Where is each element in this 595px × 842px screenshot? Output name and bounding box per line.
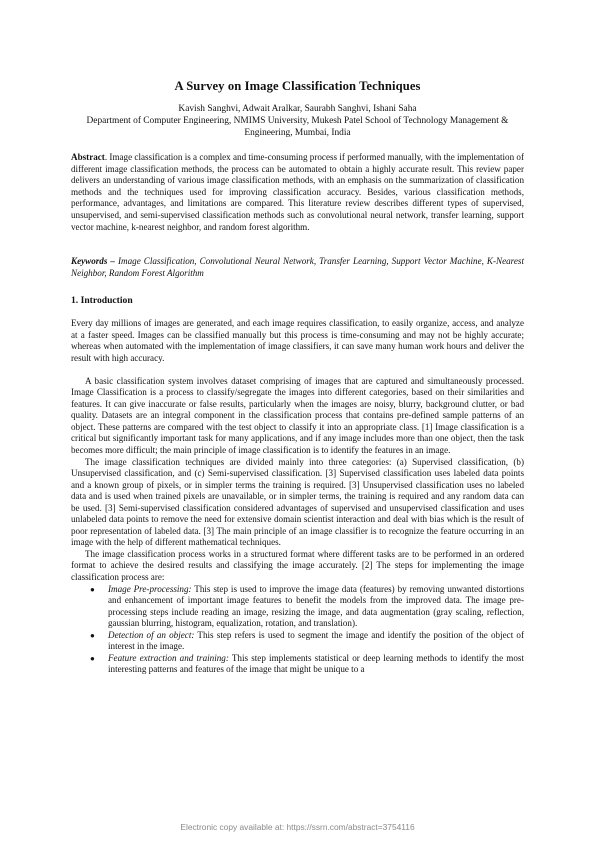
author-list: Kavish Sanghvi, Adwait Aralkar, Saurabh Sanghvi, Ishani Saha — [178, 104, 417, 114]
paragraph: Every day millions of images are generated, and each image requires classification, to easily organize, access, and analyze at a faster speed. Images can be classified manually but this process is time-consuming and may not be highly accurate; whereas when automated with the implementation of image classifiers, it can save many human work hours and deliver the result with high accuracy. — [71, 318, 524, 363]
list-item — [90, 583, 524, 630]
affiliation: Department of Computer Engineering, NMIMS University, Mukesh Patel School of Technology Management & Engineering, Mumbai, India — [86, 116, 509, 138]
bullet-icon: ● — [90, 653, 95, 663]
section-heading-introduction: 1. Introduction — [71, 295, 133, 306]
keywords-text: Image Classification, Convolutional Neural Network, Transfer Learning, Support Vector Machine, K-Nearest Neighbor, Random Forest Algorithm — [71, 256, 524, 278]
step-term: Image Pre-processing: — [108, 583, 192, 594]
step-term: Feature extraction and training: — [108, 652, 229, 663]
step-term: Detection of an object: — [108, 629, 195, 640]
keywords — [71, 256, 524, 279]
list-item — [90, 652, 524, 676]
step-list — [71, 584, 524, 676]
paragraph: The image classification techniques are divided mainly into three categories: (a) Supervised classification, (b) Unsupervised classification, and (c) Semi-supervised classification. [3] Supervised classification uses labeled data points and a known group of pixels, or in simpler terms the training is required. [3] Unsupervised classification uses no labeled data and is used when trained pixels are unavailable, or in simpler terms, the training is required and any random data can be used. [3] Semi-supervised classification considered advantages of supervised and unsupervised classification and uses unlabeled data points to remove the need for extensive domain scientist interaction and deal with bias which is the result of poor representation of labeled data. [3] The main principle of an image classifier is to recognize the feature occurring in an image with the help of different mathematical techniques. — [71, 456, 524, 548]
bullet-icon: ● — [90, 584, 95, 594]
paper-title: A Survey on Image Classification Techniques — [174, 79, 421, 93]
step-text: This step implements statistical or deep learning methods to identify the most interesting patterns and features of the image that might be unique to a — [108, 652, 524, 675]
abstract-text: . Image classification is a complex and time-consuming process if performed manually, with the implementation of different image classification methods, the process can be automated to obtain a highly accurate result. This review paper delivers an understanding of various image classification methods, with an emphasis on the summarization of classification methods and the techniques used for improving classification accuracy. Besides, various classification methods, performance, advantages, and limitations are compared. This literature review describes different types of supervised, unsupervised, and semi-supervised classification methods such as convolutional neural network, transfer learning, support vector machine, k-nearest neighbor, and random forest algorithm. — [71, 152, 524, 232]
introduction-body — [71, 318, 524, 676]
ssrn-footer: Electronic copy available at: https://ssrn.com/abstract=3754116 — [180, 822, 415, 832]
step-text: This step refers is used to segment the image and identify the position of the object of interest in the image. — [108, 629, 524, 652]
step-text: This step is used to improve the image data (features) by removing unwanted distortions and enhancement of important image features to benefit the models from the improved data. The image pre-processing steps include reading an image, resizing the image, and data augmentation (gray scaling, reflection, gaussian blurring, histogram, equalization, rotation, and translation). — [108, 583, 524, 629]
keywords-label: Keywords – — [71, 256, 115, 266]
bullet-icon: ● — [90, 630, 95, 640]
list-item — [90, 629, 524, 653]
paragraph: A basic classification system involves dataset comprising of images that are captured and simultaneously processed. Image Classification is a process to classify/segregate the images into different categories, based on their similarities and features. It can give inaccurate or false results, particularly when the images are noisy, blurry, background clutter, or bad quality. Datasets are an integral component in the classification process that contains pre-defined sample patterns of an object. These patterns are compared with the test object to classify it into an appropriate class. [1] Image classification is a critical but significantly important task for many applications, and if any image includes more than one object, then the task becomes more difficult; the main principle of image classification is to identify the features in an image. — [71, 375, 524, 456]
paragraph: The image classification process works in a structured format where different tasks are to be performed in an ordered format to achieve the desired results and classifying the image accurately. [2] The steps for implementing the image classification process are: — [71, 548, 524, 583]
abstract-label: Abstract — [71, 152, 105, 162]
abstract — [71, 152, 524, 233]
